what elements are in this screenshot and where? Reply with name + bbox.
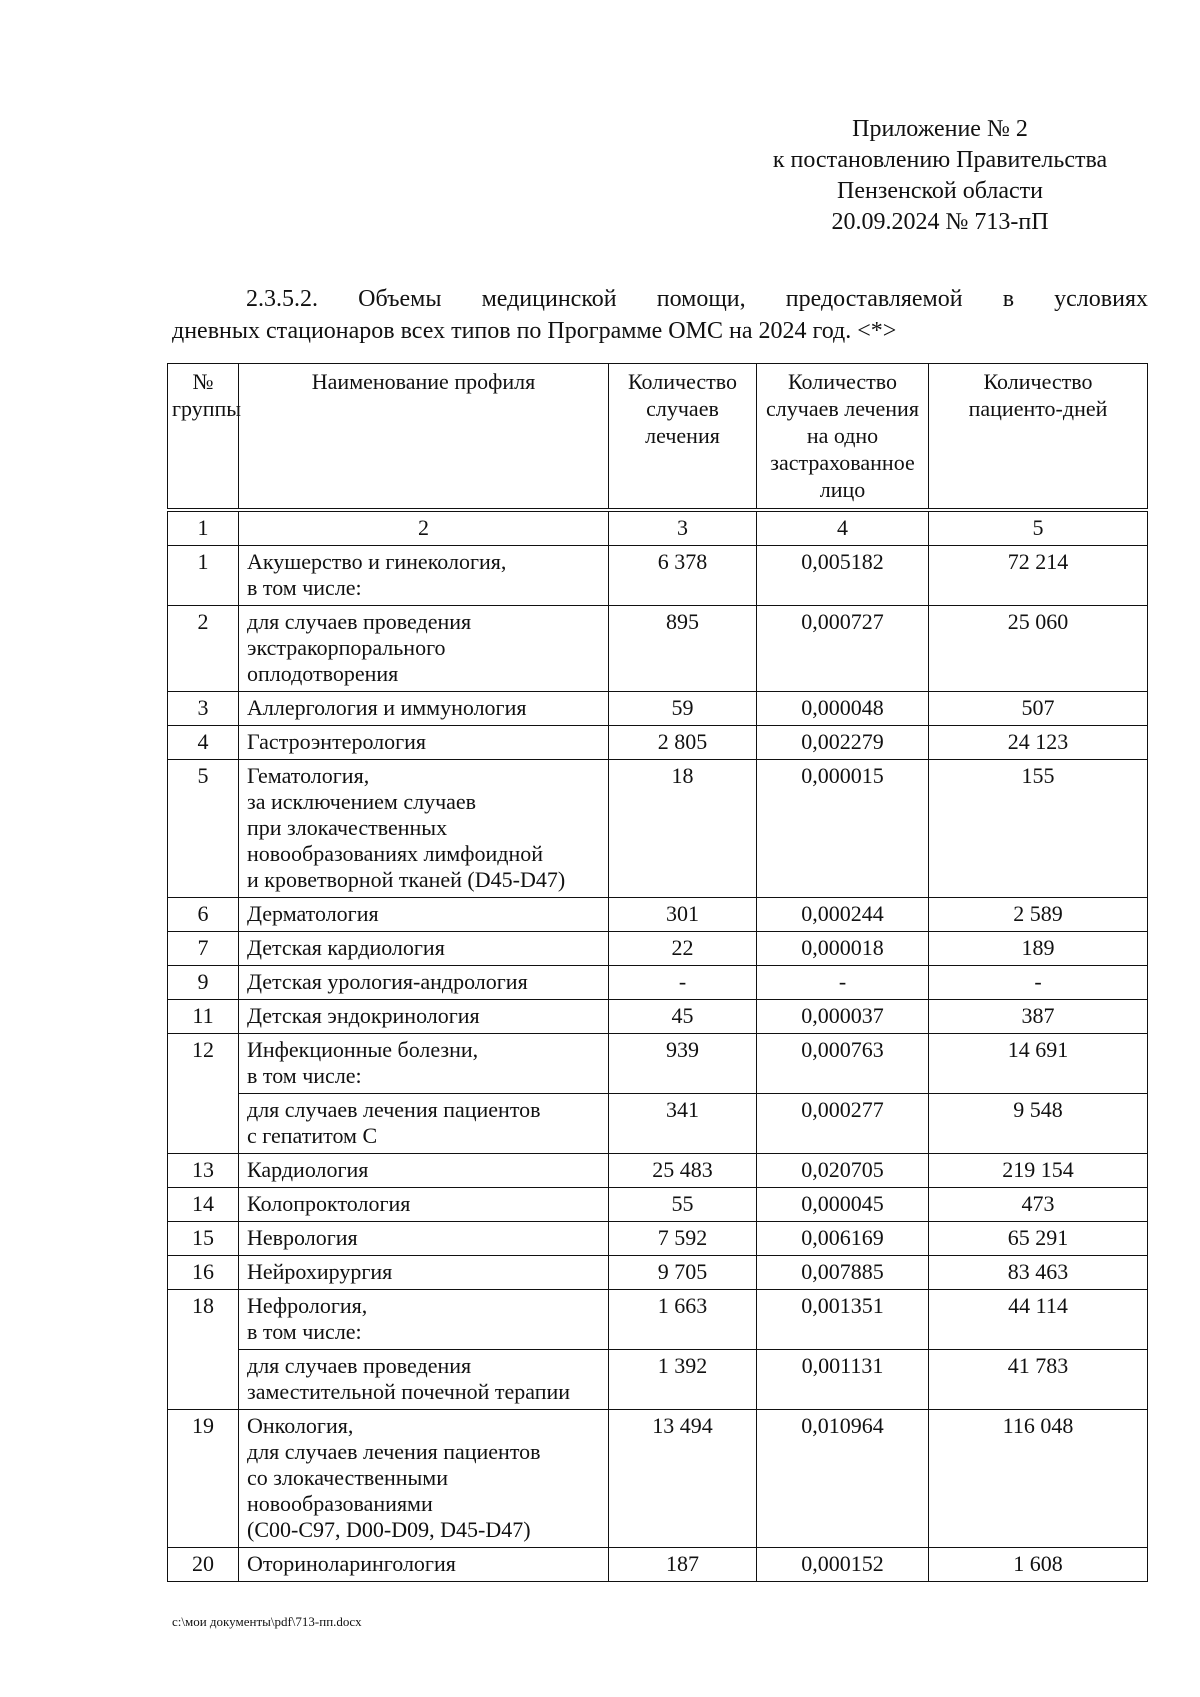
cell-profile-name: Нефрология, в том числе: (239, 1290, 609, 1350)
cell-profile-name: Акушерство и гинекология, в том числе: (239, 546, 609, 606)
cell-profile-name: Детская кардиология (239, 932, 609, 966)
cell-group-number: 20 (168, 1548, 239, 1582)
cell-cases-per-insured: 0,000045 (757, 1188, 929, 1222)
cell-cases-per-insured: 0,010964 (757, 1410, 929, 1548)
section-heading-line-2: дневных стационаров всех типов по Программе ОМС на 2024 год. <*> (172, 318, 897, 344)
cell-profile-name: Гастроэнтерология (239, 726, 609, 760)
cell-patient-days: 25 060 (929, 606, 1148, 692)
cell-cases: 1 392 (609, 1350, 757, 1410)
column-number: 3 (609, 510, 757, 546)
section-heading-line-1: 2.3.5.2. Объемы медицинской помощи, предоставляемой в условиях (246, 286, 1148, 312)
cell-profile-name: Гематология, за исключением случаев при злокачественных новообразованиях лимфоидной и кроветворной тканей (D45-D47) (239, 760, 609, 898)
cell-profile-name: для случаев проведения экстракорпорального оплодотворения (239, 606, 609, 692)
table-row (168, 546, 1148, 606)
cell-patient-days: 387 (929, 1000, 1148, 1034)
cell-cases-per-insured: 0,002279 (757, 726, 929, 760)
cell-group-number: 18 (168, 1290, 239, 1410)
cell-cases-per-insured: 0,006169 (757, 1222, 929, 1256)
table-row (168, 1222, 1148, 1256)
cell-cases-per-insured: 0,001131 (757, 1350, 929, 1410)
cell-patient-days: 41 783 (929, 1350, 1148, 1410)
cell-patient-days: 24 123 (929, 726, 1148, 760)
cell-group-number: 14 (168, 1188, 239, 1222)
table-row (168, 1188, 1148, 1222)
cell-cases-per-insured: 0,000048 (757, 692, 929, 726)
cell-patient-days: 2 589 (929, 898, 1148, 932)
cell-group-number: 6 (168, 898, 239, 932)
table-row (168, 692, 1148, 726)
appendix-line-3: Пензенской области (837, 178, 1043, 204)
cell-profile-name: Дерматология (239, 898, 609, 932)
table-header (168, 364, 1148, 511)
table-row (168, 1350, 1148, 1410)
cell-cases: 341 (609, 1094, 757, 1154)
cell-patient-days: 189 (929, 932, 1148, 966)
cell-profile-name: для случаев проведения заместительной почечной терапии (239, 1350, 609, 1410)
cell-patient-days: 72 214 (929, 546, 1148, 606)
cell-patient-days: 507 (929, 692, 1148, 726)
cell-cases-per-insured: 0,000727 (757, 606, 929, 692)
cell-group-number: 11 (168, 1000, 239, 1034)
cell-cases-per-insured: 0,000152 (757, 1548, 929, 1582)
appendix-line-2: к постановлению Правительства (772, 147, 1108, 173)
cell-group-number: 5 (168, 760, 239, 898)
cell-group-number: 1 (168, 546, 239, 606)
cell-patient-days: 1 608 (929, 1548, 1148, 1582)
table-row (168, 1154, 1148, 1188)
cell-profile-name: Аллергология и иммунология (239, 692, 609, 726)
cell-cases: 18 (609, 760, 757, 898)
cell-profile-name: Колопроктология (239, 1188, 609, 1222)
cell-cases-per-insured: 0,000018 (757, 932, 929, 966)
column-number: 1 (168, 510, 239, 546)
cell-cases: 22 (609, 932, 757, 966)
header-profile-name: Наименование профиля (239, 364, 609, 511)
cell-profile-name: Инфекционные болезни, в том числе: (239, 1034, 609, 1094)
cell-cases: 2 805 (609, 726, 757, 760)
column-number: 4 (757, 510, 929, 546)
cell-cases: 13 494 (609, 1410, 757, 1548)
cell-patient-days: 116 048 (929, 1410, 1148, 1548)
cell-group-number: 2 (168, 606, 239, 692)
cell-cases: 187 (609, 1548, 757, 1582)
cell-cases-per-insured: 0,005182 (757, 546, 929, 606)
cell-profile-name: Нейрохирургия (239, 1256, 609, 1290)
cell-profile-name: Детская урология-андрология (239, 966, 609, 1000)
table-row (168, 932, 1148, 966)
volumes-table (167, 363, 1148, 1582)
column-number: 2 (239, 510, 609, 546)
appendix-line-4: 20.09.2024 № 713-пП (831, 209, 1049, 235)
table-row (168, 606, 1148, 692)
table-row (168, 1256, 1148, 1290)
cell-group-number: 19 (168, 1410, 239, 1548)
cell-cases: - (609, 966, 757, 1000)
table-row (168, 1410, 1148, 1548)
cell-cases: 939 (609, 1034, 757, 1094)
column-number-row (168, 510, 1148, 546)
footer-file-path: c:\мои документы\pdf\713-пп.docx (172, 1614, 362, 1629)
cell-patient-days: 155 (929, 760, 1148, 898)
table-row (168, 1094, 1148, 1154)
cell-cases: 9 705 (609, 1256, 757, 1290)
cell-profile-name: Кардиология (239, 1154, 609, 1188)
cell-cases-per-insured: - (757, 966, 929, 1000)
cell-cases: 59 (609, 692, 757, 726)
cell-patient-days: - (929, 966, 1148, 1000)
cell-cases: 6 378 (609, 546, 757, 606)
cell-group-number: 16 (168, 1256, 239, 1290)
table-row (168, 760, 1148, 898)
cell-patient-days: 44 114 (929, 1290, 1148, 1350)
cell-patient-days: 9 548 (929, 1094, 1148, 1154)
cell-cases-per-insured: 0,000277 (757, 1094, 929, 1154)
cell-cases-per-insured: 0,020705 (757, 1154, 929, 1188)
cell-group-number: 13 (168, 1154, 239, 1188)
header-cases: Количество случаев лечения (609, 364, 757, 511)
section-heading (172, 283, 1148, 347)
appendix-line-1: Приложение № 2 (852, 116, 1028, 142)
cell-cases-per-insured: 0,000244 (757, 898, 929, 932)
cell-patient-days: 473 (929, 1188, 1148, 1222)
cell-cases: 55 (609, 1188, 757, 1222)
cell-group-number: 4 (168, 726, 239, 760)
cell-cases: 895 (609, 606, 757, 692)
cell-profile-name: для случаев лечения пациентов с гепатитом С (239, 1094, 609, 1154)
cell-cases: 1 663 (609, 1290, 757, 1350)
cell-patient-days: 14 691 (929, 1034, 1148, 1094)
table-row (168, 966, 1148, 1000)
cell-patient-days: 83 463 (929, 1256, 1148, 1290)
cell-patient-days: 65 291 (929, 1222, 1148, 1256)
cell-cases-per-insured: 0,000037 (757, 1000, 929, 1034)
table-body (168, 510, 1148, 1582)
cell-profile-name: Оториноларингология (239, 1548, 609, 1582)
cell-group-number: 15 (168, 1222, 239, 1256)
header-group-number: № группы (168, 364, 239, 511)
appendix-block (740, 114, 1140, 238)
table-row (168, 898, 1148, 932)
cell-profile-name: Неврология (239, 1222, 609, 1256)
table-row (168, 1000, 1148, 1034)
cell-cases: 7 592 (609, 1222, 757, 1256)
header-patient-days: Количество пациенто-дней (929, 364, 1148, 511)
table-row (168, 726, 1148, 760)
table-header-row (168, 364, 1148, 511)
cell-cases-per-insured: 0,007885 (757, 1256, 929, 1290)
cell-cases: 301 (609, 898, 757, 932)
cell-patient-days: 219 154 (929, 1154, 1148, 1188)
cell-cases-per-insured: 0,001351 (757, 1290, 929, 1350)
cell-group-number: 7 (168, 932, 239, 966)
cell-group-number: 3 (168, 692, 239, 726)
cell-cases-per-insured: 0,000763 (757, 1034, 929, 1094)
cell-cases: 45 (609, 1000, 757, 1034)
table-row (168, 1290, 1148, 1350)
table-row (168, 1034, 1148, 1094)
table-row (168, 1548, 1148, 1582)
cell-group-number: 9 (168, 966, 239, 1000)
cell-profile-name: Детская эндокринология (239, 1000, 609, 1034)
cell-cases: 25 483 (609, 1154, 757, 1188)
column-number: 5 (929, 510, 1148, 546)
header-cases-per-insured: Количество случаев лечения на одно застрахованное лицо (757, 364, 929, 511)
cell-profile-name: Онкология, для случаев лечения пациентов со злокачественными новообразованиями (C00-C97, D00-D09, D45-D47) (239, 1410, 609, 1548)
cell-group-number: 12 (168, 1034, 239, 1154)
cell-cases-per-insured: 0,000015 (757, 760, 929, 898)
